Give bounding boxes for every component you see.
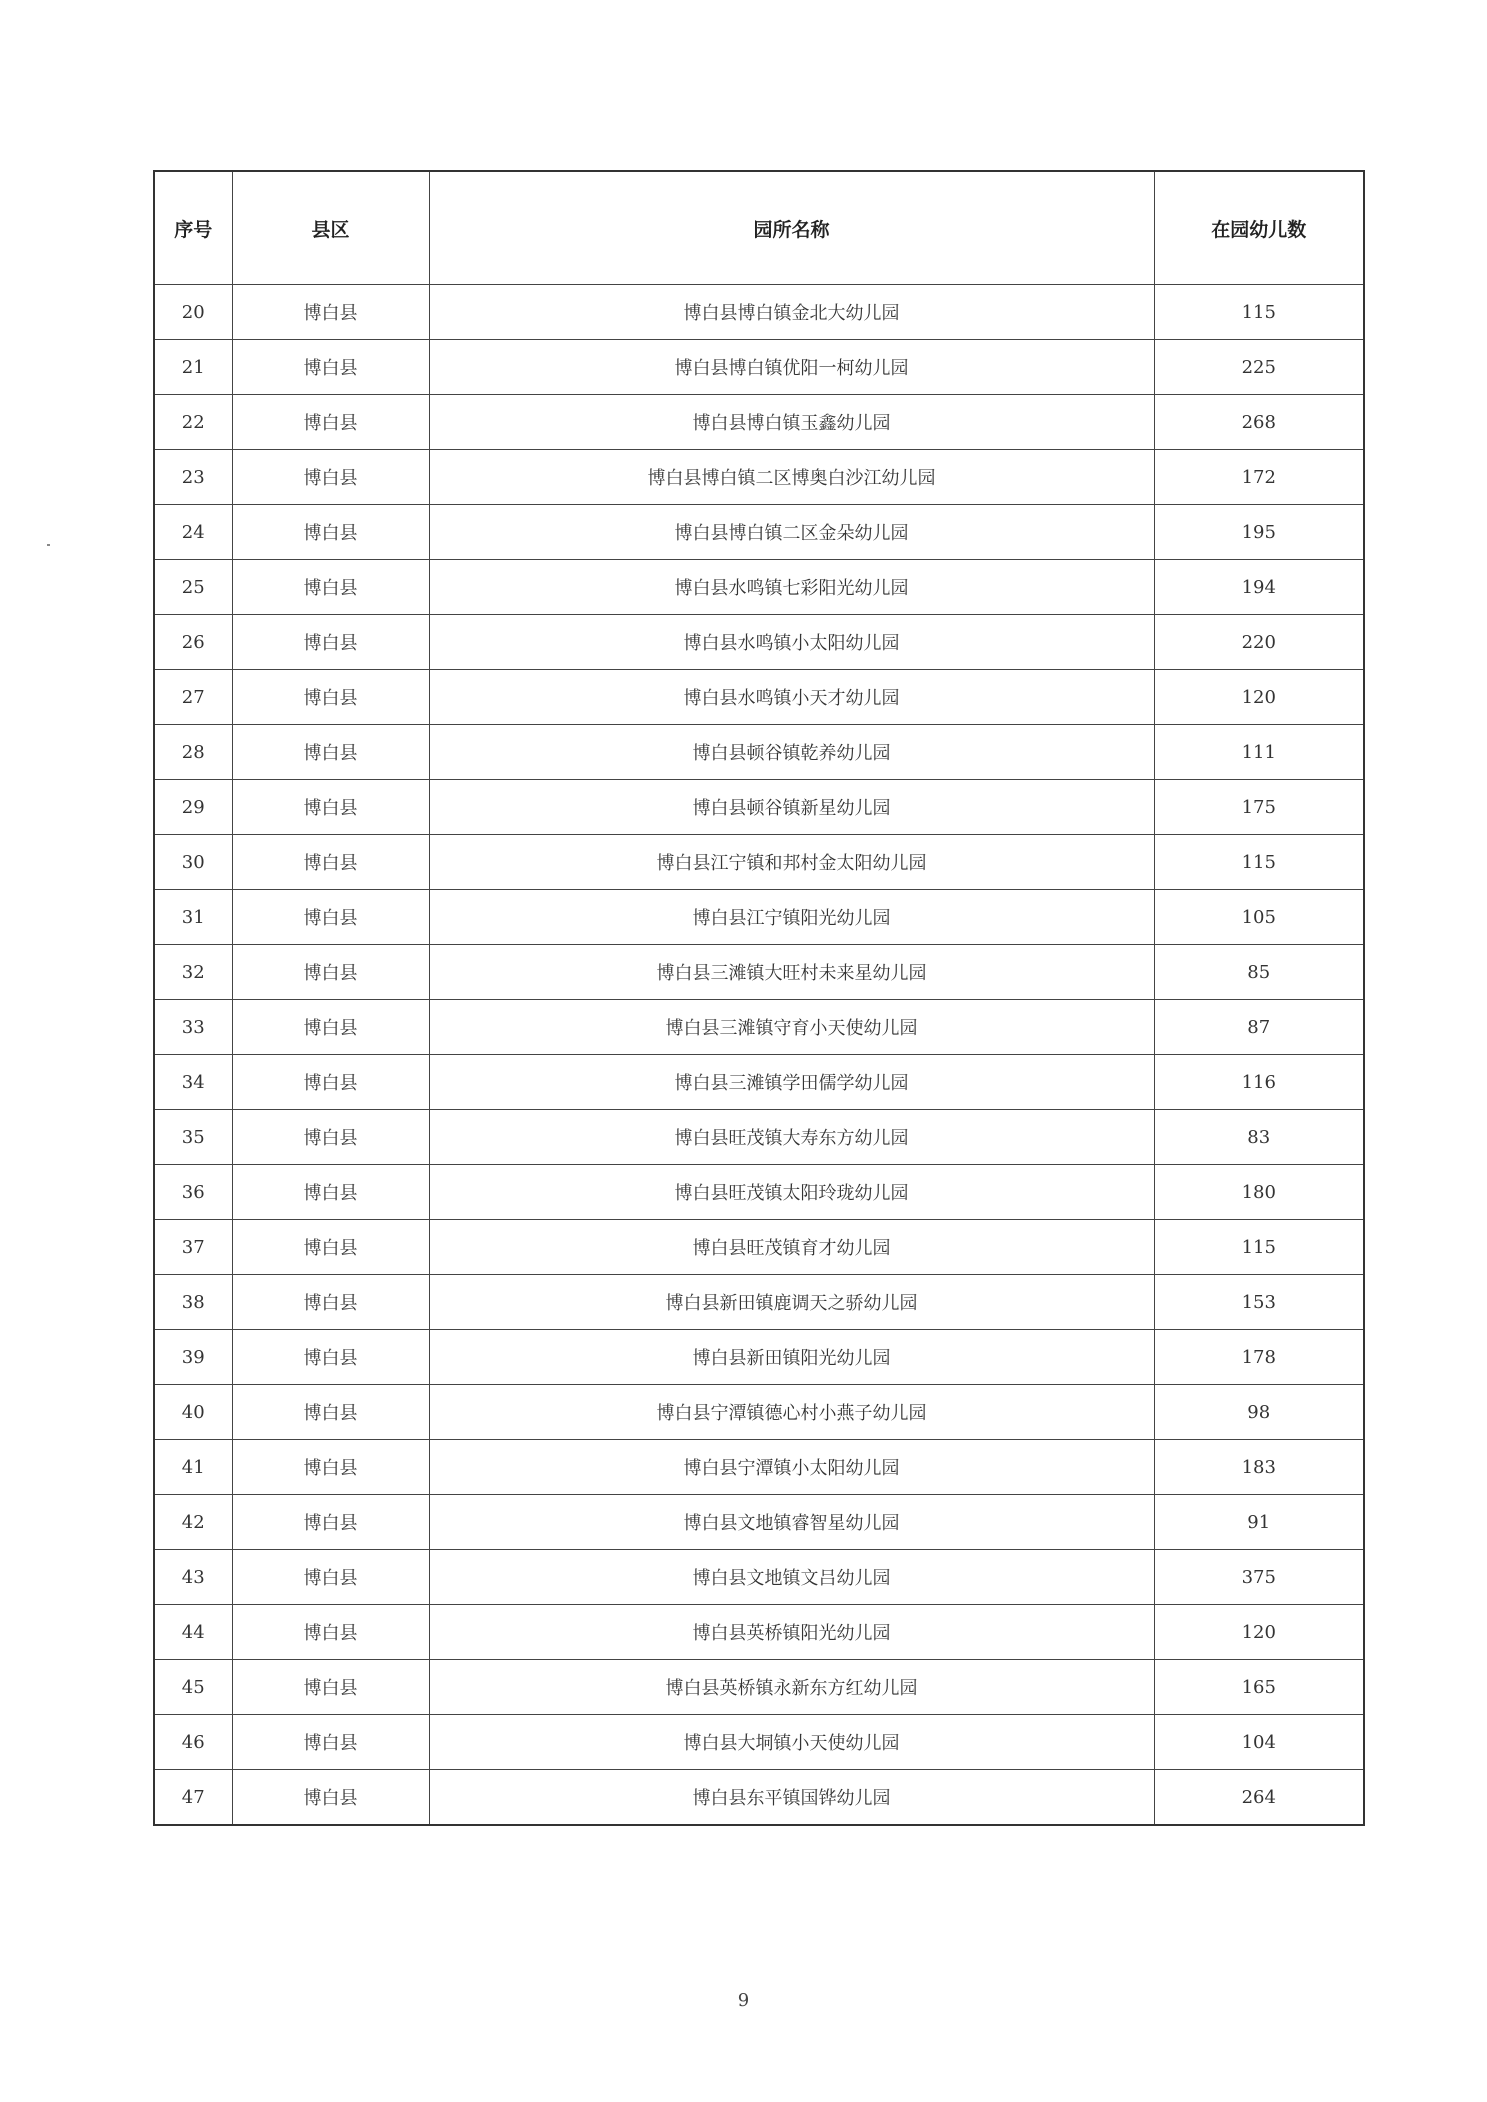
table-row	[154, 560, 1364, 615]
cell-no: 39	[154, 1330, 232, 1385]
cell-county: 博白县	[232, 285, 429, 340]
cell-no: 36	[154, 1165, 232, 1220]
cell-no: 31	[154, 890, 232, 945]
cell-count: 115	[1154, 285, 1364, 340]
cell-county: 博白县	[232, 1660, 429, 1715]
cell-county: 博白县	[232, 725, 429, 780]
table-row	[154, 505, 1364, 560]
cell-no: 35	[154, 1110, 232, 1165]
cell-county: 博白县	[232, 835, 429, 890]
cell-count: 120	[1154, 1605, 1364, 1660]
cell-count: 115	[1154, 835, 1364, 890]
cell-county: 博白县	[232, 1495, 429, 1550]
cell-name: 博白县新田镇阳光幼儿园	[429, 1330, 1154, 1385]
header-county: 县区	[232, 171, 429, 285]
cell-county: 博白县	[232, 1605, 429, 1660]
cell-county: 博白县	[232, 450, 429, 505]
cell-name: 博白县文地镇睿智星幼儿园	[429, 1495, 1154, 1550]
cell-name: 博白县宁潭镇德心村小燕子幼儿园	[429, 1385, 1154, 1440]
cell-count: 172	[1154, 450, 1364, 505]
cell-no: 42	[154, 1495, 232, 1550]
cell-county: 博白县	[232, 1275, 429, 1330]
table-header-row	[154, 171, 1364, 285]
table-body	[154, 285, 1364, 1826]
cell-count: 183	[1154, 1440, 1364, 1495]
scan-speck	[47, 544, 50, 546]
cell-count: 375	[1154, 1550, 1364, 1605]
cell-count: 264	[1154, 1770, 1364, 1826]
cell-name: 博白县新田镇鹿调天之骄幼儿园	[429, 1275, 1154, 1330]
cell-name: 博白县博白镇玉鑫幼儿园	[429, 395, 1154, 450]
cell-count: 98	[1154, 1385, 1364, 1440]
cell-county: 博白县	[232, 1110, 429, 1165]
cell-name: 博白县东平镇国铧幼儿园	[429, 1770, 1154, 1826]
cell-county: 博白县	[232, 1770, 429, 1826]
cell-no: 41	[154, 1440, 232, 1495]
cell-no: 46	[154, 1715, 232, 1770]
table-row	[154, 1165, 1364, 1220]
cell-no: 27	[154, 670, 232, 725]
cell-no: 29	[154, 780, 232, 835]
cell-no: 25	[154, 560, 232, 615]
table-row	[154, 340, 1364, 395]
cell-count: 116	[1154, 1055, 1364, 1110]
cell-county: 博白县	[232, 1000, 429, 1055]
cell-count: 87	[1154, 1000, 1364, 1055]
cell-count: 268	[1154, 395, 1364, 450]
cell-county: 博白县	[232, 1550, 429, 1605]
cell-count: 153	[1154, 1275, 1364, 1330]
cell-no: 32	[154, 945, 232, 1000]
table-row	[154, 1715, 1364, 1770]
cell-county: 博白县	[232, 560, 429, 615]
cell-no: 45	[154, 1660, 232, 1715]
cell-name: 博白县文地镇文吕幼儿园	[429, 1550, 1154, 1605]
cell-name: 博白县旺茂镇大寿东方幼儿园	[429, 1110, 1154, 1165]
cell-count: 195	[1154, 505, 1364, 560]
cell-name: 博白县旺茂镇育才幼儿园	[429, 1220, 1154, 1275]
header-no: 序号	[154, 171, 232, 285]
cell-count: 105	[1154, 890, 1364, 945]
cell-count: 165	[1154, 1660, 1364, 1715]
cell-no: 40	[154, 1385, 232, 1440]
cell-name: 博白县水鸣镇七彩阳光幼儿园	[429, 560, 1154, 615]
table-row	[154, 1605, 1364, 1660]
cell-count: 83	[1154, 1110, 1364, 1165]
table-row	[154, 725, 1364, 780]
cell-count: 220	[1154, 615, 1364, 670]
cell-no: 24	[154, 505, 232, 560]
table-row	[154, 1275, 1364, 1330]
cell-name: 博白县博白镇金北大幼儿园	[429, 285, 1154, 340]
table-row	[154, 1110, 1364, 1165]
table-row	[154, 1220, 1364, 1275]
cell-name: 博白县宁潭镇小太阳幼儿园	[429, 1440, 1154, 1495]
table-row	[154, 1770, 1364, 1826]
cell-no: 28	[154, 725, 232, 780]
cell-county: 博白县	[232, 1220, 429, 1275]
cell-county: 博白县	[232, 340, 429, 395]
cell-county: 博白县	[232, 780, 429, 835]
cell-no: 34	[154, 1055, 232, 1110]
cell-county: 博白县	[232, 1715, 429, 1770]
cell-name: 博白县顿谷镇乾养幼儿园	[429, 725, 1154, 780]
table-row	[154, 780, 1364, 835]
cell-county: 博白县	[232, 1330, 429, 1385]
cell-name: 博白县三滩镇守育小天使幼儿园	[429, 1000, 1154, 1055]
table-row	[154, 945, 1364, 1000]
cell-county: 博白县	[232, 1055, 429, 1110]
cell-name: 博白县水鸣镇小天才幼儿园	[429, 670, 1154, 725]
header-count: 在园幼儿数	[1154, 171, 1364, 285]
cell-count: 85	[1154, 945, 1364, 1000]
cell-no: 26	[154, 615, 232, 670]
cell-count: 194	[1154, 560, 1364, 615]
cell-no: 44	[154, 1605, 232, 1660]
cell-no: 33	[154, 1000, 232, 1055]
cell-no: 23	[154, 450, 232, 505]
cell-name: 博白县博白镇二区博奥白沙江幼儿园	[429, 450, 1154, 505]
table-row	[154, 1000, 1364, 1055]
table-row	[154, 1330, 1364, 1385]
cell-count: 225	[1154, 340, 1364, 395]
cell-no: 38	[154, 1275, 232, 1330]
table-row	[154, 670, 1364, 725]
cell-no: 47	[154, 1770, 232, 1826]
table-row	[154, 615, 1364, 670]
table-row	[154, 285, 1364, 340]
cell-count: 104	[1154, 1715, 1364, 1770]
cell-count: 175	[1154, 780, 1364, 835]
cell-name: 博白县水鸣镇小太阳幼儿园	[429, 615, 1154, 670]
cell-no: 21	[154, 340, 232, 395]
cell-name: 博白县博白镇优阳一柯幼儿园	[429, 340, 1154, 395]
table-row	[154, 890, 1364, 945]
cell-county: 博白县	[232, 890, 429, 945]
cell-name: 博白县英桥镇永新东方红幼儿园	[429, 1660, 1154, 1715]
cell-no: 22	[154, 395, 232, 450]
cell-count: 111	[1154, 725, 1364, 780]
cell-county: 博白县	[232, 395, 429, 450]
cell-name: 博白县顿谷镇新星幼儿园	[429, 780, 1154, 835]
table-row	[154, 1495, 1364, 1550]
cell-county: 博白县	[232, 505, 429, 560]
cell-no: 37	[154, 1220, 232, 1275]
cell-count: 115	[1154, 1220, 1364, 1275]
cell-count: 178	[1154, 1330, 1364, 1385]
cell-name: 博白县江宁镇阳光幼儿园	[429, 890, 1154, 945]
cell-name: 博白县大垌镇小天使幼儿园	[429, 1715, 1154, 1770]
cell-count: 120	[1154, 670, 1364, 725]
cell-name: 博白县江宁镇和邦村金太阳幼儿园	[429, 835, 1154, 890]
cell-county: 博白县	[232, 615, 429, 670]
cell-count: 91	[1154, 1495, 1364, 1550]
table-row	[154, 1440, 1364, 1495]
cell-county: 博白县	[232, 1385, 429, 1440]
table-row	[154, 1550, 1364, 1605]
table-row	[154, 1055, 1364, 1110]
table-row	[154, 1660, 1364, 1715]
cell-name: 博白县英桥镇阳光幼儿园	[429, 1605, 1154, 1660]
cell-no: 20	[154, 285, 232, 340]
cell-county: 博白县	[232, 670, 429, 725]
cell-county: 博白县	[232, 1165, 429, 1220]
cell-no: 30	[154, 835, 232, 890]
table-row	[154, 450, 1364, 505]
kindergarten-table	[153, 170, 1365, 1826]
page-number: 9	[737, 1990, 750, 2011]
header-name: 园所名称	[429, 171, 1154, 285]
cell-name: 博白县三滩镇大旺村未来星幼儿园	[429, 945, 1154, 1000]
cell-name: 博白县博白镇二区金朵幼儿园	[429, 505, 1154, 560]
cell-county: 博白县	[232, 945, 429, 1000]
table-row	[154, 1385, 1364, 1440]
cell-count: 180	[1154, 1165, 1364, 1220]
cell-county: 博白县	[232, 1440, 429, 1495]
cell-name: 博白县三滩镇学田儒学幼儿园	[429, 1055, 1154, 1110]
table-row	[154, 395, 1364, 450]
table-row	[154, 835, 1364, 890]
cell-no: 43	[154, 1550, 232, 1605]
cell-name: 博白县旺茂镇太阳玲珑幼儿园	[429, 1165, 1154, 1220]
